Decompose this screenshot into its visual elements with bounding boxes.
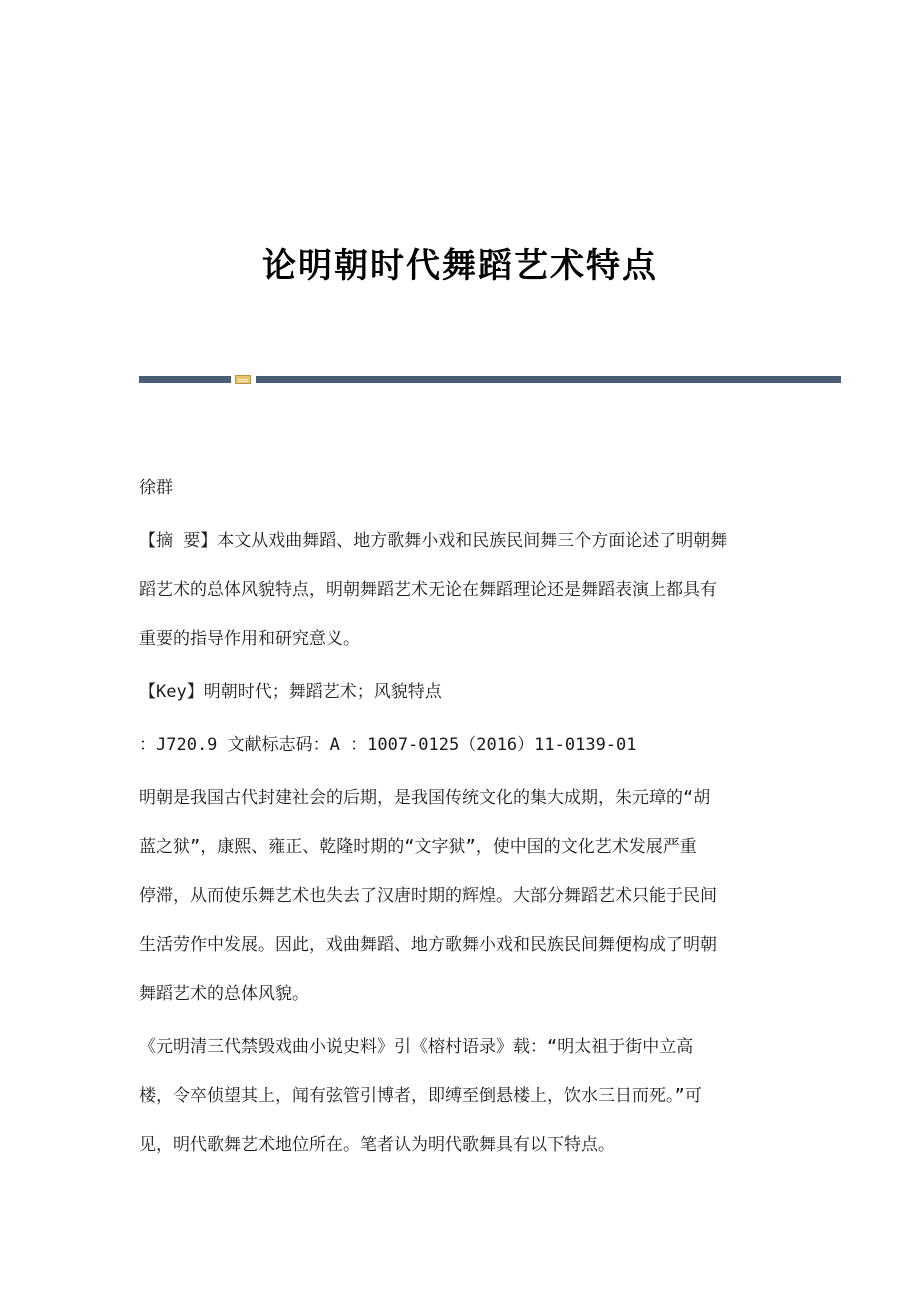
- abstract-line: 蹈艺术的总体风貌特点，明朝舞蹈艺术无论在舞蹈理论还是舞蹈表演上都具有: [139, 580, 717, 600]
- paragraph-2-line: 《元明清三代禁毁戏曲小说史料》引《榕村语录》载：“明太祖于街中立高: [139, 1037, 694, 1057]
- paragraph-1-line: 生活劳作中发展。因此，戏曲舞蹈、地方歌舞小戏和民族民间舞便构成了明朝: [139, 935, 717, 955]
- keywords: 【Key】明朝时代；舞蹈艺术；风貌特点: [139, 682, 442, 702]
- document-title: 论明朝时代舞蹈艺术特点: [262, 245, 658, 286]
- paragraph-1-line: 蓝之狱”，康熙、雍正、乾隆时期的“文字狱”，使中国的文化艺术发展严重: [139, 837, 697, 857]
- divider-bar-right: [256, 376, 841, 383]
- author: 徐群: [139, 478, 173, 498]
- abstract-line: 【摘 要】本文从戏曲舞蹈、地方歌舞小戏和民族民间舞三个方面论述了明朝舞: [139, 531, 728, 551]
- divider-ornament-icon: [235, 375, 251, 384]
- title-divider: [139, 375, 841, 384]
- paragraph-1-line: 明朝是我国古代封建社会的后期，是我国传统文化的集大成期，朱元璋的“胡: [139, 788, 711, 808]
- abstract-line: 重要的指导作用和研究意义。: [139, 629, 360, 649]
- paragraph-2-line: 楼，令卒侦望其上，闻有弦管引博者，即缚至倒悬楼上，饮水三日而死。”可: [139, 1086, 702, 1106]
- paragraph-1-line: 停滞，从而使乐舞艺术也失去了汉唐时期的辉煌。大部分舞蹈艺术只能于民间: [139, 886, 717, 906]
- paragraph-1-line: 舞蹈艺术的总体风貌。: [139, 984, 309, 1004]
- divider-bar-left: [139, 376, 231, 383]
- classification-code: ：J720.9 文献标志码：A ：1007-0125（2016）11-0139-01: [139, 735, 637, 755]
- paragraph-2-line: 见，明代歌舞艺术地位所在。笔者认为明代歌舞具有以下特点。: [139, 1135, 615, 1155]
- document-body: [139, 464, 789, 1170]
